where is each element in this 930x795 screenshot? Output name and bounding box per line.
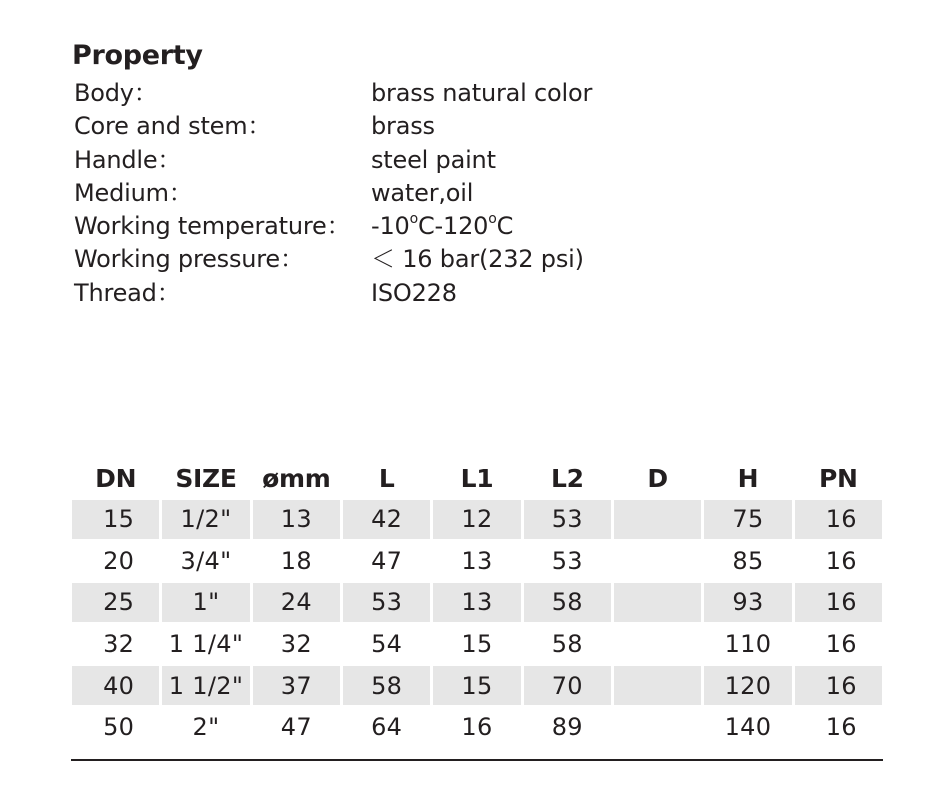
table-cell: 1": [162, 583, 249, 622]
table-cell: 47: [280, 713, 312, 742]
table-cell: 53: [551, 546, 583, 575]
table-cell: 42: [343, 500, 430, 539]
table-cell: 54: [371, 630, 403, 659]
table-cell: 16: [461, 713, 493, 742]
table-cell: 18: [280, 546, 312, 575]
property-value: brass: [371, 112, 435, 141]
property-value-temperature: [371, 211, 513, 241]
table-cell: [614, 625, 701, 664]
table-cell: 2": [192, 713, 220, 742]
table-cell: [614, 542, 701, 581]
property-label: Working temperature：: [74, 212, 351, 241]
table-cell: 13: [433, 583, 520, 622]
table-cell: 50: [103, 713, 135, 742]
table-row: [72, 666, 882, 705]
temperature-max: C-120: [417, 212, 489, 241]
table-cell: 110: [724, 630, 772, 659]
table-cell: 24: [253, 583, 340, 622]
temperature-unit: C: [496, 212, 514, 241]
table-cell: 32: [103, 630, 135, 659]
table-cell: 1/2": [162, 500, 249, 539]
property-value: steel paint: [371, 145, 496, 174]
column-header: L: [378, 463, 395, 493]
table-cell: 16: [825, 713, 857, 742]
table-cell: 89: [551, 713, 583, 742]
table-bottom-rule: [71, 759, 883, 761]
table-cell: 58: [343, 666, 430, 705]
property-value: water,oil: [371, 178, 474, 207]
table-cell: 16: [825, 546, 857, 575]
table-row: [72, 708, 882, 747]
table-cell: 40: [72, 666, 159, 705]
table-cell: 13: [253, 500, 340, 539]
property-value: ＜ 16 bar(232 psi): [371, 245, 584, 274]
table-cell: 16: [795, 666, 882, 705]
table-cell: 140: [724, 713, 772, 742]
temperature-min: -10: [371, 212, 410, 241]
table-cell: 15: [461, 630, 493, 659]
table-cell: 15: [433, 666, 520, 705]
column-header: L2: [550, 463, 584, 493]
degree-mark: o: [409, 211, 418, 228]
dimension-table: [69, 456, 885, 750]
table-cell: 15: [72, 500, 159, 539]
table-cell: 13: [461, 546, 493, 575]
property-label: Core and stem：: [74, 112, 272, 141]
table-row: [72, 500, 882, 539]
table-cell: 120: [704, 666, 791, 705]
table-cell: 12: [433, 500, 520, 539]
property-label: Body：: [74, 79, 158, 107]
table-cell: 93: [704, 583, 791, 622]
property-label: Thread：: [74, 278, 181, 307]
table-cell: 16: [825, 630, 857, 659]
table-cell: 16: [795, 500, 882, 539]
table-cell: 70: [524, 666, 611, 705]
table-cell: 85: [732, 546, 764, 575]
table-cell: 32: [280, 630, 312, 659]
degree-mark: o: [488, 211, 497, 228]
table-cell: 16: [795, 583, 882, 622]
column-header: PN: [818, 463, 858, 493]
table-cell: 1 1/4": [168, 630, 244, 659]
table-cell: 64: [371, 713, 403, 742]
table-row: [72, 625, 882, 664]
property-title: Property: [72, 40, 203, 71]
table-cell: [614, 708, 701, 747]
column-header: D: [647, 463, 668, 493]
table-row: [72, 583, 882, 622]
property-label: Medium：: [74, 178, 193, 207]
table-cell: 3/4": [180, 546, 232, 575]
table-row: [72, 542, 882, 581]
table-cell: 25: [72, 583, 159, 622]
property-value: brass natural color: [371, 79, 593, 107]
table-cell: 47: [371, 546, 403, 575]
column-header: H: [737, 463, 759, 493]
table-cell: 53: [524, 500, 611, 539]
table-header-row: [72, 459, 882, 497]
property-label: Handle：: [74, 145, 182, 174]
table-cell: 37: [253, 666, 340, 705]
column-header: DN: [95, 463, 137, 493]
column-header: SIZE: [175, 463, 237, 493]
column-header: ømm: [262, 463, 331, 493]
table-cell: [614, 666, 701, 705]
table-cell: 53: [343, 583, 430, 622]
table-cell: 20: [103, 546, 135, 575]
property-value: ISO228: [371, 278, 457, 307]
table-cell: [614, 583, 701, 622]
table-cell: 75: [704, 500, 791, 539]
column-header: L1: [460, 463, 494, 493]
table-cell: [614, 500, 701, 539]
table-cell: 58: [551, 630, 583, 659]
table-cell: 1 1/2": [162, 666, 249, 705]
property-label: Working pressure：: [74, 245, 304, 274]
table-cell: 58: [524, 583, 611, 622]
